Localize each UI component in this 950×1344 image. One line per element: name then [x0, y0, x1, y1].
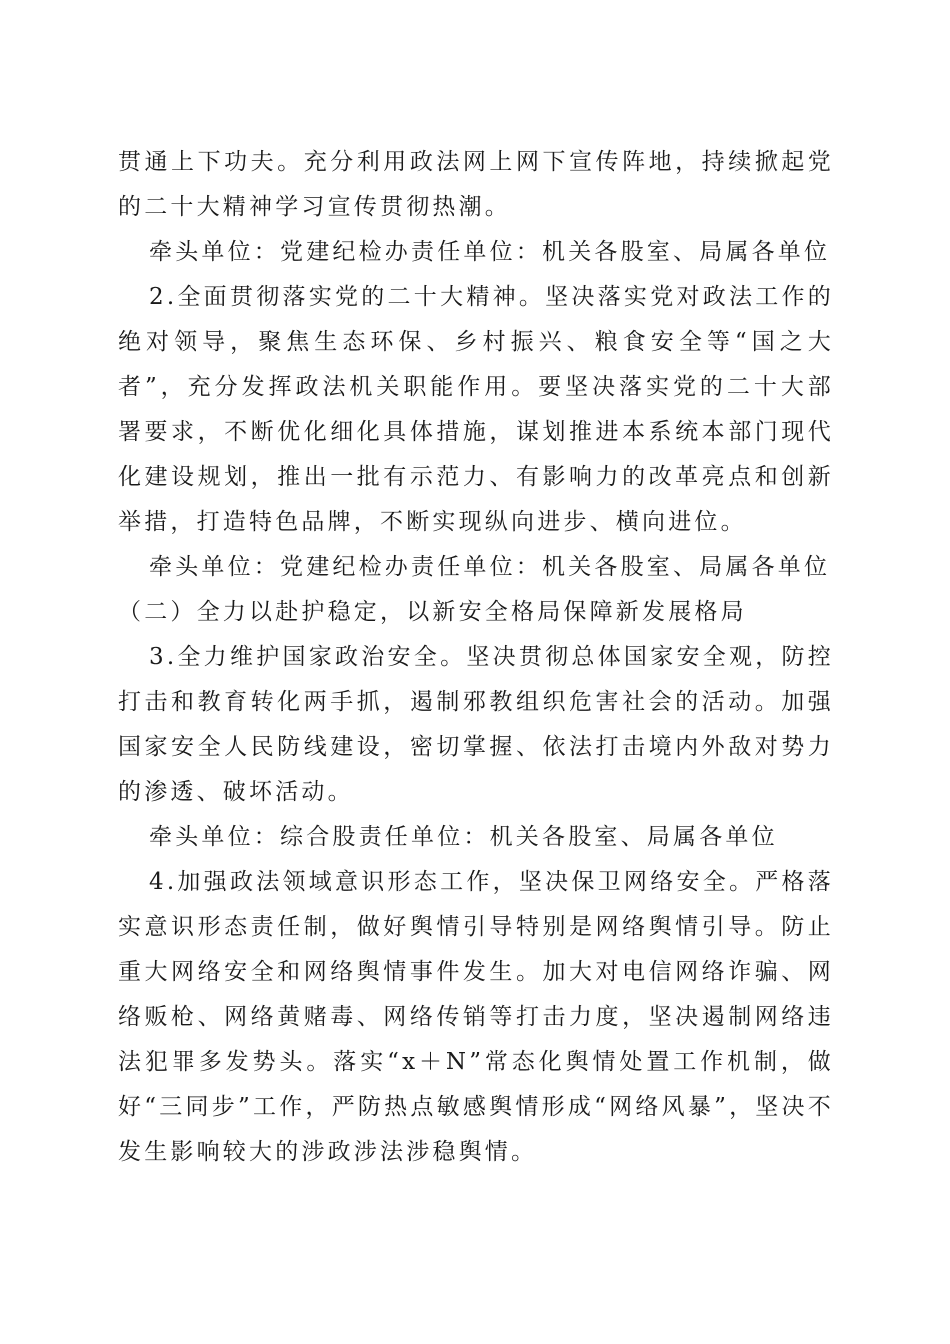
paragraph-lead-units-2: 牵头单位：党建纪检办责任单位：机关各股室、局属各单位 — [149, 554, 831, 580]
paragraph-lead-units-3: 牵头单位：综合股责任单位：机关各股室、局属各单位 — [149, 824, 778, 850]
paragraph-item-2: 2.全面贯彻落实党的二十大精神。坚决落实党对政法工作的绝对领导，聚焦生态环保、乡村振兴、粮食安全等“国之大者”，充分发挥政法机关职能作用。要坚决落实党的二十大部署要求，不断优化细化具体措施，谋划推进本系统本部门现代化建设规划，推出一批有示范力、有影响力的改革亮点和创新举措，打造特色品牌，不断实现纵向进步、横向进位。 — [118, 284, 834, 535]
paragraph-item-3: 3.全力维护国家政治安全。坚决贯彻总体国家安全观，防控打击和教育转化两手抓，遏制邪教组织危害社会的活动。加强国家安全人民防线建设，密切掌握、依法打击境内外敌对势力的渗透、破坏活动。 — [118, 644, 834, 805]
document-body — [118, 140, 834, 1175]
paragraph-item-4: 4.加强政法领域意识形态工作，坚决保卫网络安全。严格落实意识形态责任制，做好舆情引导特别是网络舆情引导。防止重大网络安全和网络舆情事件发生。加大对电信网络诈骗、网络贩枪、网络黄赌毒、网络传销等打击力度，坚决遏制网络违法犯罪多发势头。落实“x＋N”常态化舆情处置工作机制，做好“三同步”工作，严防热点敏感舆情形成“网络风暴”，坚决不发生影响较大的涉政涉法涉稳舆情。 — [118, 869, 834, 1165]
paragraph-lead-units-1: 牵头单位：党建纪检办责任单位：机关各股室、局属各单位 — [149, 239, 831, 265]
paragraph-continuation: 贯通上下功夫。充分利用政法网上网下宣传阵地，持续掀起党的二十大精神学习宣传贯彻热潮。 — [118, 149, 834, 220]
section-heading-2: （二）全力以赴护稳定，以新安全格局保障新发展格局 — [118, 599, 747, 625]
